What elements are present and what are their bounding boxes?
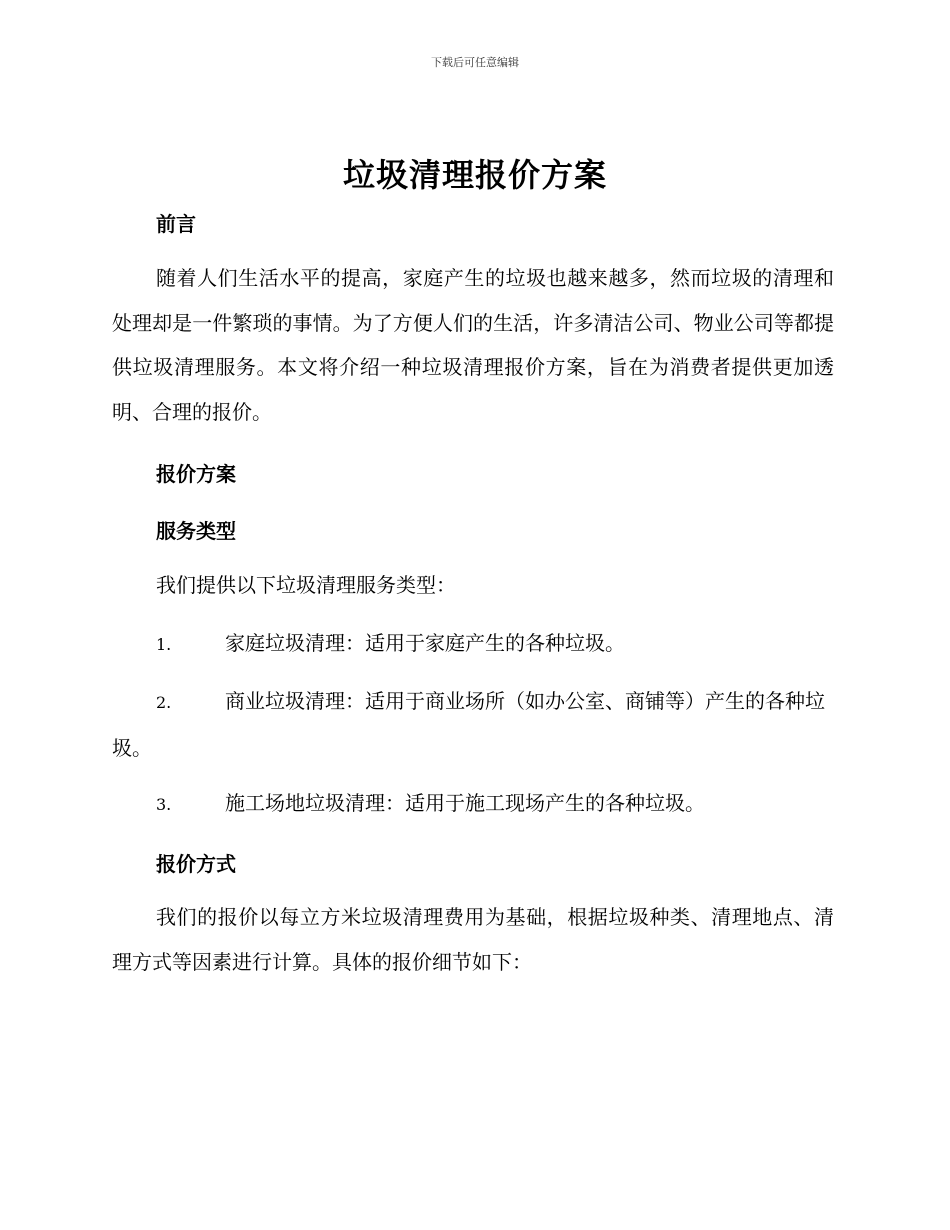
list-item-text: 施工场地垃圾清理：适用于施工现场产生的各种垃圾。 <box>225 791 705 815</box>
heading-pricing-method: 报价方式 <box>156 852 236 876</box>
paragraph-service-intro: 我们提供以下垃圾清理服务类型： <box>156 573 456 597</box>
list-item-text: 商业垃圾清理：适用于商业场所（如办公室、商铺等）产生的各种垃圾。 <box>112 689 825 760</box>
list-item-number: 1. <box>156 635 172 654</box>
document-title: 垃圾清理报价方案 <box>342 156 607 194</box>
paragraph-preface: 随着人们生活水平的提高，家庭产生的垃圾也越来越多，然而垃圾的清理和处理却是一件繁琐的事情。为了方便人们的生活，许多清洁公司、物业公司等都提供垃圾清理服务。本文将介绍一种垃圾清理报价方案，旨在为消费者提供更加透明、合理的报价。 <box>112 266 834 424</box>
header-note: 下载后可任意编辑 <box>431 56 519 69</box>
list-item <box>112 781 834 828</box>
paragraph-pricing-method: 我们的报价以每立方米垃圾清理费用为基础，根据垃圾种类、清理地点、清理方式等因素进行计算。具体的报价细节如下： <box>112 905 834 974</box>
heading-plan: 报价方案 <box>156 462 236 486</box>
list-item-text: 家庭垃圾清理：适用于家庭产生的各种垃圾。 <box>225 631 625 655</box>
list-item <box>112 621 834 668</box>
heading-service-types: 服务类型 <box>156 519 236 543</box>
list-item-number: 3. <box>156 795 172 814</box>
list-item-number: 2. <box>156 693 172 712</box>
list-item <box>112 679 834 770</box>
heading-preface: 前言 <box>156 212 196 236</box>
